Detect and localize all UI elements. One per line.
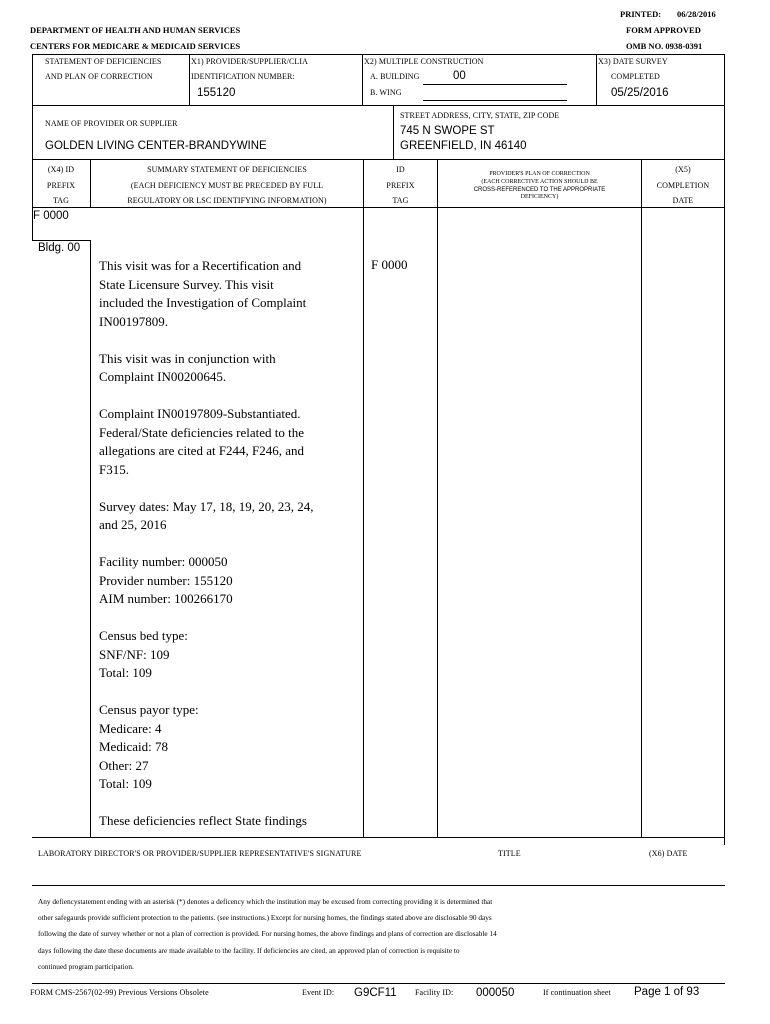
rule-top xyxy=(32,54,725,55)
statement-label-2: AND PLAN OF CORRECTION xyxy=(45,72,153,81)
summary-line: AIM number: 100266170 xyxy=(99,591,233,606)
facility-id-value: 000050 xyxy=(476,987,515,999)
wing-underline xyxy=(423,100,567,101)
facility-id-label: Facility ID: xyxy=(415,988,454,997)
summary-line: Total: 109 xyxy=(99,776,152,791)
disclaimer-line: days following the date these documents are made available to the facility. If deficiencies are cited, an approved plan of correction is requisite to xyxy=(38,945,460,955)
summary-paragraph xyxy=(99,350,361,387)
rule-row2-bottom xyxy=(32,159,725,160)
summary-header-2: (EACH DEFICIENCY MUST BE PRECEDED BY FULL xyxy=(130,181,324,190)
wing-label: B. WING xyxy=(370,88,402,97)
x4-header-1: (X4) ID xyxy=(47,165,75,174)
form-number: FORM CMS-2567(02-99) Previous Versions Obsolete xyxy=(30,988,209,997)
plan-header-4: DEFICIENCY) xyxy=(520,194,559,200)
summary-line: IN00197809. xyxy=(99,313,168,329)
summary-line: Facility number: 000050 xyxy=(99,554,228,569)
provider-id-value: 155120 xyxy=(197,87,236,99)
prefix-tag-left: F 0000 xyxy=(33,210,69,222)
event-id-value: G9CF11 xyxy=(354,987,397,999)
summary-line: included the Investigation of Complaint xyxy=(99,295,307,310)
summary-line: These deficiencies reflect State findings xyxy=(99,813,307,828)
summary-line: allegations are cited at F244, F246, and xyxy=(99,443,305,458)
department-title: DEPARTMENT OF HEALTH AND HUMAN SERVICES xyxy=(30,25,241,35)
summary-line: Medicare: 4 xyxy=(99,720,162,736)
printed-label: PRINTED: xyxy=(620,9,662,19)
summary-line: Other: 27 xyxy=(99,757,149,773)
rule-col-x4-body xyxy=(90,240,91,838)
rule-signature-bottom xyxy=(32,885,725,886)
x4-header-2: PREFIX xyxy=(46,181,76,190)
rule-col-id xyxy=(437,159,438,838)
x1-label-2: IDENTIFICATION NUMBER: xyxy=(191,72,295,81)
summary-paragraph xyxy=(99,812,361,831)
x5-header-2: COMPLETION xyxy=(656,181,710,190)
summary-line: and 25, 2016 xyxy=(99,517,167,532)
building-tag: Bldg. 00 xyxy=(38,242,81,254)
id-header-2: PREFIX xyxy=(386,181,415,190)
date-label: (X6) DATE xyxy=(649,849,688,858)
disclaimer-line: other safegaurds provide sufficient protection to the patients. (see instructions.) Except for nursing homes, the findings stated above are disclosable 90 days xyxy=(38,913,492,923)
summary-line: State Licensure Survey. This visit xyxy=(99,276,274,292)
survey-date-value: 05/25/2016 xyxy=(611,87,669,99)
disclaimer-line: following the date of survey whether or not a plan of correction is provided. For nursing homes, the above findings and plans of correction are disclosable 14 xyxy=(38,929,497,939)
statement-label-1: STATEMENT OF DEFICIENCIES xyxy=(45,57,162,66)
rule-x3-left xyxy=(596,54,597,106)
building-label: A. BUILDING xyxy=(370,72,420,81)
x5-header-1: (X5) xyxy=(675,165,691,174)
prefix-tag-right: F 0000 xyxy=(371,257,408,272)
summary-line: Provider number: 155120 xyxy=(99,572,233,588)
title-label: TITLE xyxy=(498,849,521,858)
provider-name-label: NAME OF PROVIDER OR SUPPLIER xyxy=(45,119,178,128)
disclaimer-line: continued program participation. xyxy=(38,961,134,971)
rule-provider-divider xyxy=(393,105,394,160)
x3-label-1: X3) DATE SURVEY xyxy=(598,57,668,66)
x3-label-2: COMPLETED xyxy=(611,72,660,81)
address-label: STREET ADDRESS, CITY, STATE, ZIP CODE xyxy=(400,111,560,120)
building-value: 00 xyxy=(453,70,466,82)
event-id-label: Event ID: xyxy=(302,988,335,997)
provider-name-value: GOLDEN LIVING CENTER-BRANDYWINE xyxy=(45,140,267,152)
summary-line: Census payor type: xyxy=(99,702,199,717)
summary-line: SNF/NF: 109 xyxy=(99,646,170,662)
signature-label: LABORATORY DIRECTOR'S OR PROVIDER/SUPPLIER REPRESENTATIVE'S SIGNATURE xyxy=(38,849,362,858)
page-number: Page 1 of 93 xyxy=(634,986,700,998)
address-line2: GREENFIELD, IN 46140 xyxy=(400,140,527,152)
x5-header-3: DATE xyxy=(672,196,694,205)
x4-header-3: TAG xyxy=(52,196,70,205)
disclaimer-line: Any defiencystatement ending with an asterisk (*) denotes a deficency which the institution may be excused from correcting providing it is determined that xyxy=(38,897,493,906)
summary-line: This visit was in conjunction with xyxy=(99,350,276,366)
summary-paragraph xyxy=(99,553,361,609)
rule-x2-left xyxy=(362,54,363,106)
form-approved: FORM APPROVED xyxy=(626,25,701,35)
continuation-label: If continuation sheet xyxy=(543,988,611,997)
summary-line: Medicaid: 78 xyxy=(99,739,168,754)
plan-header-2: (EACH CORRECTIVE ACTION SHOULD BE xyxy=(481,179,598,185)
centers-title: CENTERS FOR MEDICARE & MEDICAID SERVICES xyxy=(30,41,241,51)
building-underline xyxy=(423,84,567,85)
summary-line: Survey dates: May 17, 18, 19, 20, 23, 24, xyxy=(99,498,314,514)
address-line1: 745 N SWOPE ST xyxy=(400,125,495,137)
disclaimer-text xyxy=(38,894,497,975)
summary-line: Complaint IN00197809-Substantiated. xyxy=(99,406,301,421)
id-header-3: TAG xyxy=(392,196,409,205)
summary-line: Census bed type: xyxy=(99,628,188,643)
summary-line: This visit was for a Recertification and xyxy=(99,258,302,273)
rule-x1-left xyxy=(189,54,190,106)
plan-header-1: PROVIDER'S PLAN OF CORRECTION xyxy=(489,171,590,177)
rule-right xyxy=(724,54,725,845)
plan-header-3: CROSS-REFERENCED TO THE APPROPRIATE xyxy=(473,187,606,193)
rule-tag-underline xyxy=(32,240,90,241)
printed-date: 06/28/2016 xyxy=(677,9,716,19)
rule-colhead-bottom xyxy=(32,207,725,208)
summary-statement xyxy=(99,257,361,849)
rule-row1-bottom xyxy=(32,105,725,106)
summary-paragraph xyxy=(99,627,361,683)
x2-label: X2) MULTIPLE CONSTRUCTION xyxy=(364,57,484,66)
rule-col-summary xyxy=(363,159,364,838)
summary-header-1: SUMMARY STATEMENT OF DEFICIENCIES xyxy=(147,165,307,174)
summary-paragraph xyxy=(99,257,361,331)
summary-line: Complaint IN00200645. xyxy=(99,369,227,384)
x1-label-1: X1) PROVIDER/SUPPLIER/CLIA xyxy=(191,57,309,66)
rule-col-plan xyxy=(641,159,642,838)
summary-line: Federal/State deficiencies related to the xyxy=(99,424,305,440)
omb-number: OMB NO. 0938-0391 xyxy=(626,41,703,51)
summary-paragraph xyxy=(99,701,361,794)
rule-footer-top xyxy=(32,983,725,984)
summary-paragraph xyxy=(99,405,361,479)
id-header-1: ID xyxy=(396,165,405,174)
summary-line: Total: 109 xyxy=(99,665,152,680)
summary-line: F315. xyxy=(99,461,129,477)
summary-header-3: REGULATORY OR LSC IDENTIFYING INFORMATION) xyxy=(127,196,327,205)
summary-paragraph xyxy=(99,498,361,535)
